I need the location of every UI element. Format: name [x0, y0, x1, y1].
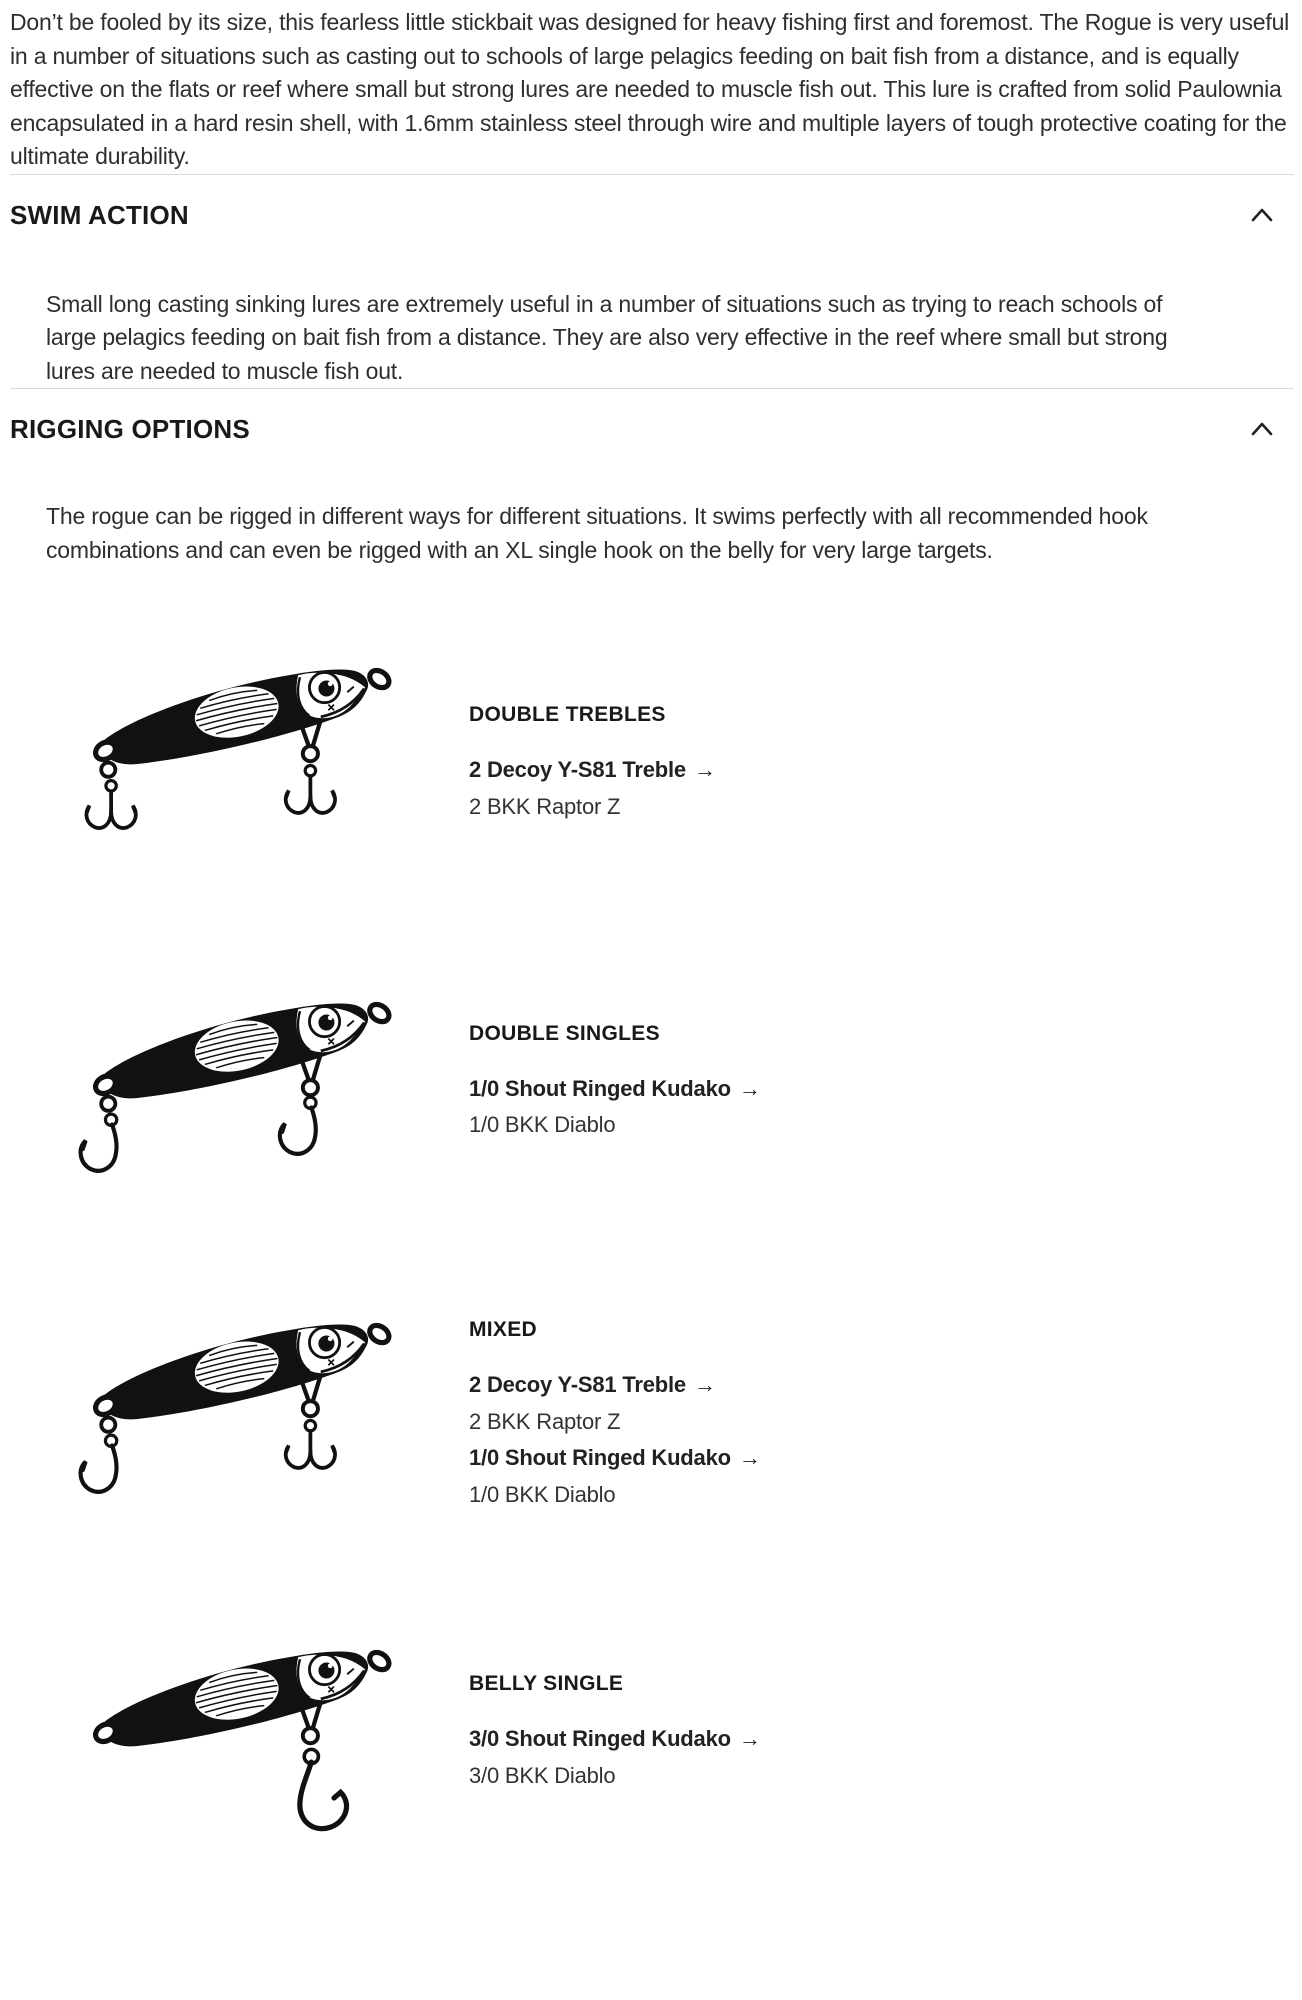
hook-option-line: 2 BKK Raptor Z — [469, 793, 621, 819]
hook-option-line: 2 BKK Raptor Z — [469, 1408, 621, 1434]
lure-belly-single-illustration — [10, 1645, 469, 1839]
section-title: RIGGING OPTIONS — [10, 414, 250, 444]
lure-double-singles-illustration — [10, 997, 469, 1191]
hook-option-line: 1/0 BKK Diablo — [469, 1481, 616, 1507]
chevron-up-icon[interactable] — [1250, 421, 1274, 437]
rigging-option-mixed — [10, 1318, 1294, 1513]
rigging-option-double-trebles — [10, 663, 1294, 857]
lure-mixed-hooks-illustration — [10, 1318, 469, 1512]
rigging-options-paragraph: The rogue can be rigged in different ways for different situations. It swims perfectly with all recommended hook combinations and can even be rigged with an XL single hook on the belly for very large targets. — [46, 503, 1148, 563]
swim-action-paragraph: Small long casting sinking lures are extremely useful in a number of situations such as trying to reach schools of large pelagics feeding on bait fish from a distance. They are also very effective in the reef where small but strong lures are needed to muscle fish out. — [46, 290, 1168, 384]
right-arrow-icon: → — [693, 757, 716, 782]
right-arrow-icon: → — [693, 1372, 716, 1398]
section-header-rigging-options[interactable] — [10, 389, 1294, 443]
rigging-option-title: DOUBLE SINGLES — [469, 1021, 660, 1045]
hook-option-line: 3/0 Shout Ringed Kudako → — [469, 1726, 761, 1752]
rigging-option-title: DOUBLE TREBLES — [469, 703, 666, 726]
rigging-option-double-singles — [10, 997, 1294, 1191]
rigging-option-belly-single — [10, 1645, 1294, 1839]
hook-option-line: 1/0 Shout Ringed Kudako → — [469, 1445, 761, 1471]
hook-option-line: 1/0 Shout Ringed Kudako → — [469, 1075, 761, 1101]
rigging-option-title: BELLY SINGLE — [469, 1672, 624, 1696]
chevron-up-icon[interactable] — [1250, 207, 1274, 223]
right-arrow-icon: → — [738, 1726, 761, 1752]
hook-option-line: 3/0 BKK Diablo — [469, 1762, 616, 1788]
hook-option-line: 2 Decoy Y-S81 Treble → — [469, 1372, 716, 1398]
section-header-swim-action[interactable] — [10, 175, 1294, 229]
rigging-option-title: MIXED — [469, 1318, 538, 1342]
right-arrow-icon: → — [738, 1445, 761, 1471]
hook-option-line: 2 Decoy Y-S81 Treble → — [469, 757, 716, 782]
section-title: SWIM ACTION — [10, 199, 189, 230]
hook-option-line: 1/0 BKK Diablo — [469, 1112, 616, 1138]
lure-double-trebles-illustration — [10, 663, 469, 857]
right-arrow-icon: → — [738, 1075, 761, 1101]
intro-paragraph: Don’t be fooled by its size, this fearless little stickbait was designed for heavy fishing first and foremost. The Rogue is very useful in a number of situations such as casting out to schools of large pelagics feeding on bait fish from a distance, and is equally effective on the flats or reef where small but strong lures are needed to muscle fish out. This lure is crafted from solid Paulownia encapsulated in a hard resin shell, with 1.6mm stainless steel through wire and multiple layers of tough protective coating for the ultimate durability. — [10, 9, 1290, 169]
